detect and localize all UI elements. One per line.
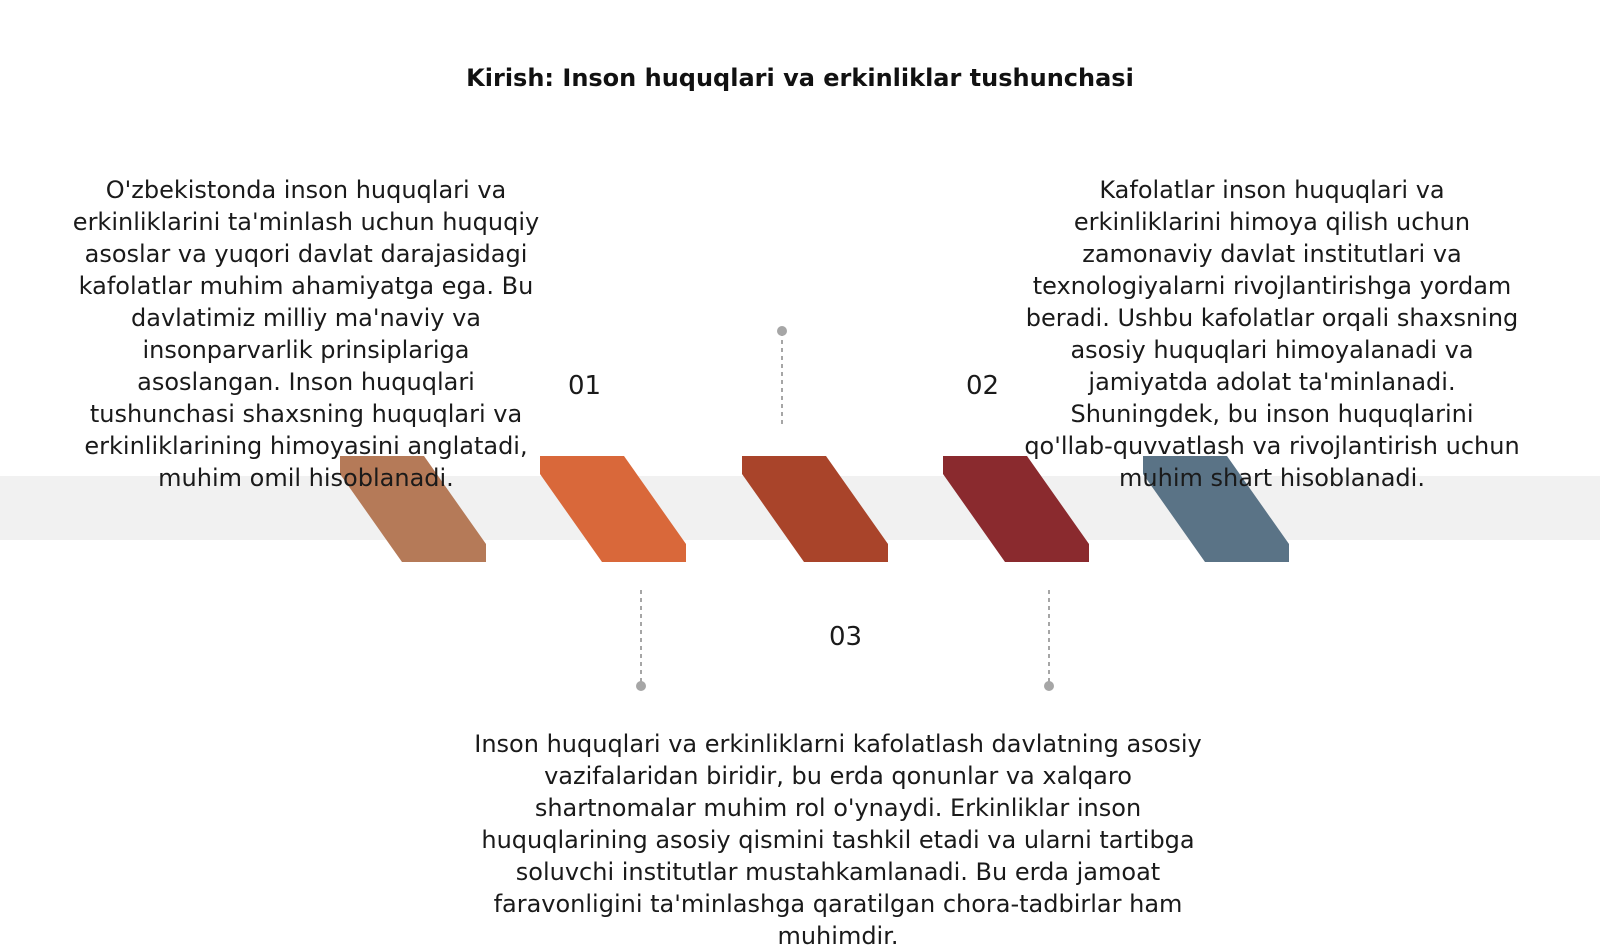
step-03-text: Inson huquqlari va erkinliklarni kafolatlash davlatning asosiy vazifalaridan biridir, bu erda qonunlar va xalqaro shartnomalar muhim rol o'ynaydi. Erkinliklar inson huquqlarining asosiy qismini tashkil etadi va ularni tartibga soluvchi institutlar mustahkamlanadi. Bu erda jamoat faravonligini ta'minlashga qaratilgan chora-tadbirlar ham muhimdir.	[474, 730, 1202, 950]
step-number-01: 01	[568, 371, 602, 401]
step-number-02: 02	[966, 371, 1000, 401]
step-02-text: Kafolatlar inson huquqlari va erkinliklarini himoya qilish uchun zamonaviy davlat institutlari va texnologiyalarni rivojlantirishga yordam beradi. Ushbu kafolatlar orqali shaxsning asosiy huquqlari himoyalanadi va jamiyatda adolat ta'minlanadi. Shuningdek, bu inson huquqlarini qo'llab-quvvatlash va rivojlantirish uchun muhim shart hisoblanadi.	[1024, 176, 1520, 492]
guide-dot-bottom-right	[1044, 681, 1054, 691]
guide-dot-bottom-left	[636, 681, 646, 691]
guide-dot-top	[777, 326, 787, 336]
step-01-text: O'zbekistonda inson huquqlari va erkinliklarini ta'minlash uchun huquqiy asoslar va yuqori davlat darajasidagi kafolatlar muhim ahamiyatga ega. Bu davlatimiz milliy ma'naviy va insonparvarlik prinsiplariga asoslangan. Inson huquqlari tushunchasi shaxsning huquqlari va erkinliklarining himoyasini anglatadi, muhim omil hisoblanadi.	[72, 176, 540, 492]
step-number-03: 03	[829, 622, 863, 652]
chevron-2	[540, 456, 686, 562]
slide-title: Kirish: Inson huquqlari va erkinliklar tushunchasi	[466, 64, 1134, 92]
chevron-3	[742, 456, 888, 562]
